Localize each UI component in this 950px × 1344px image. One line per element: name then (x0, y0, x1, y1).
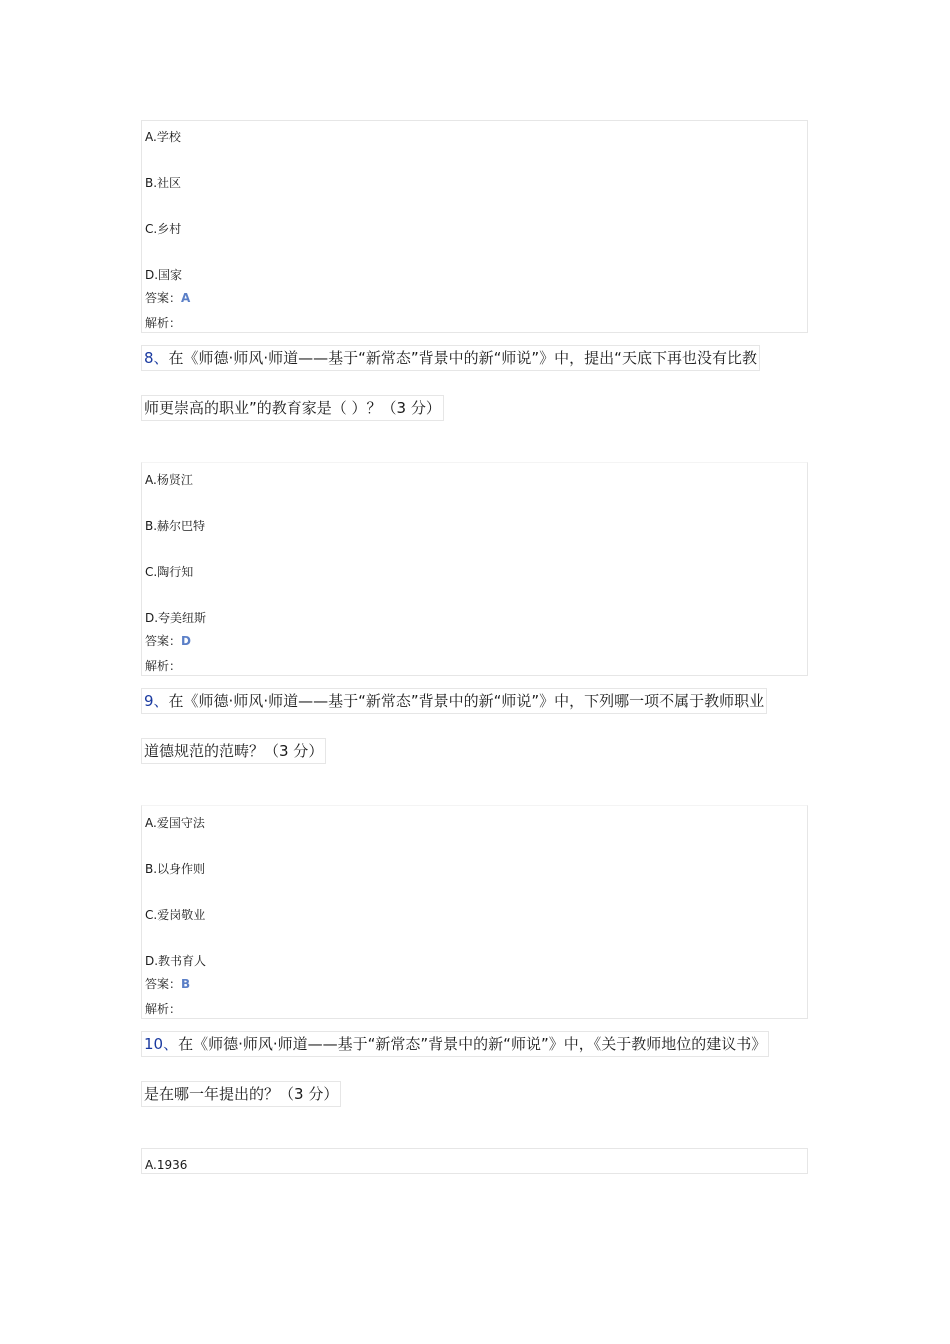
option-c[interactable]: C.乡村 (145, 222, 182, 236)
answer-label: 答案： (145, 634, 182, 648)
question-10-line-2 (141, 1081, 341, 1107)
option-a[interactable]: A.爱国守法 (145, 816, 205, 830)
question-text: 道德规范的范畴？（3 分） (144, 742, 324, 760)
question-8-options (141, 462, 808, 676)
answer-label: 答案： (145, 291, 182, 305)
analysis-label: 解析： (145, 1002, 182, 1016)
option-d[interactable]: D.国家 (145, 268, 183, 282)
option-a[interactable]: A.杨贤江 (145, 473, 193, 487)
answer-row (145, 633, 191, 649)
question-number: 9、 (144, 692, 169, 710)
answer-label: 答案： (145, 977, 182, 991)
question-7-options (141, 120, 808, 333)
option-c[interactable]: C.爱岗敬业 (145, 908, 206, 922)
question-9-options (141, 805, 808, 1019)
option-b[interactable]: B.社区 (145, 176, 182, 190)
question-10-options (141, 1148, 808, 1174)
question-8-line-2 (141, 395, 444, 421)
question-10-line-1 (141, 1031, 769, 1057)
question-text: 是在哪一年提出的？（3 分） (144, 1085, 339, 1103)
question-text: 师更崇高的职业”的教育家是（ ）？（3 分） (144, 399, 441, 417)
analysis-label: 解析： (145, 316, 182, 330)
question-text: 在《师德·师风·师道——基于“新常态”背景中的新“师说”》中，下列哪一项不属于教师职业 (168, 692, 765, 710)
option-a[interactable]: A.学校 (145, 130, 181, 144)
question-number: 10、 (144, 1035, 179, 1053)
answer-value: B (181, 977, 191, 991)
option-b[interactable]: B.赫尔巴特 (145, 519, 206, 533)
option-d[interactable]: D.夸美纽斯 (145, 611, 207, 625)
option-c[interactable]: C.陶行知 (145, 565, 194, 579)
option-d[interactable]: D.教书育人 (145, 954, 207, 968)
option-a[interactable]: A.1936 (145, 1158, 188, 1172)
option-b[interactable]: B.以身作则 (145, 862, 206, 876)
answer-value: D (181, 634, 191, 648)
answer-row (145, 290, 190, 306)
question-9-line-2 (141, 738, 326, 764)
question-number: 8、 (144, 349, 169, 367)
analysis-label: 解析： (145, 659, 182, 673)
question-text: 在《师德·师风·师道——基于“新常态”背景中的新“师说”》中，《关于教师地位的建议书》 (178, 1035, 767, 1053)
question-text: 在《师德·师风·师道——基于“新常态”背景中的新“师说”》中，提出“天底下再也没有比教 (168, 349, 757, 367)
answer-value: A (181, 291, 191, 305)
question-9-line-1 (141, 688, 767, 714)
answer-row (145, 976, 190, 992)
question-8-line-1 (141, 345, 760, 371)
